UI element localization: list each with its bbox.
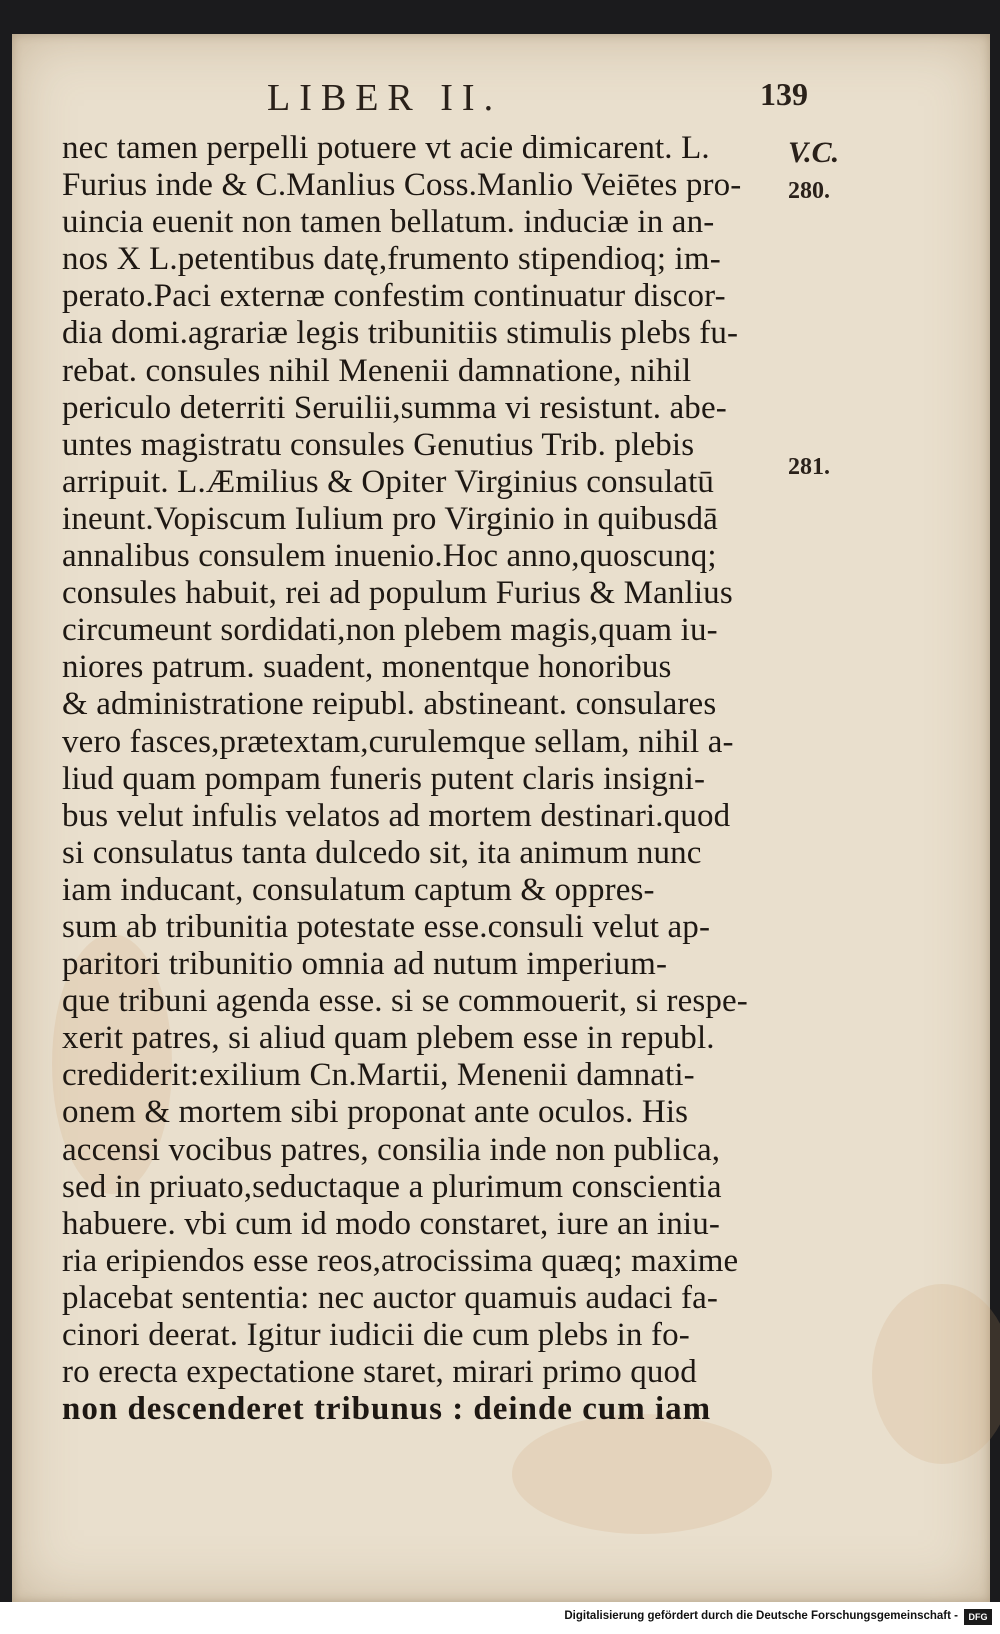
page-header: [12, 70, 990, 130]
book-page: [12, 34, 990, 1602]
text-line: consules habuit, rei ad populum Furius & Manlius: [62, 575, 733, 612]
text-line: uincia euenit non tamen bellatum. induciæ in an-: [62, 204, 715, 241]
text-line: xerit patres, si aliud quam plebem esse in republ.: [62, 1020, 715, 1057]
footer-bar: [0, 1602, 1000, 1634]
page-number: 139: [760, 76, 808, 112]
text-line: rebat. consules nihil Menenii damnatione, nihil: [62, 352, 692, 389]
text-line: ineunt.Vopiscum Iulium pro Virginio in quibusdā: [62, 500, 718, 537]
text-line: periculo deterriti Seruilii,summa vi resistunt. abe-: [62, 389, 727, 426]
text-line: perato.Paci externæ confestim continuatur discor-: [62, 278, 726, 315]
text-line: si consulatus tanta dulcedo sit, ita animum nunc: [62, 834, 702, 871]
text-line: circumeunt sordidati,non plebem magis,quam iu-: [62, 612, 718, 649]
margin-note: V.C.: [788, 136, 840, 169]
text-line: ria eripiendos esse reos,atrocissima quæq; maxime: [62, 1242, 739, 1279]
text-line: que tribuni agenda esse. si se commouerit, si respe-: [62, 983, 748, 1020]
text-line: bus velut infulis velatos ad mortem destinari.quod: [62, 797, 731, 834]
text-line: iam inducant, consulatum captum & oppres-: [62, 871, 655, 908]
text-line: accensi vocibus patres, consilia inde non publica,: [62, 1131, 721, 1168]
text-line: arripuit. L.Æmilius & Opiter Virginius consulatū: [62, 463, 715, 500]
margin-note: 281.: [788, 454, 830, 480]
dfg-logo-icon: DFG: [964, 1609, 992, 1625]
text-line: liud quam pompam funeris putent claris insigni-: [62, 760, 706, 797]
text-line: paritori tribunitio omnia ad nutum imperium-: [62, 946, 668, 983]
running-head: LIBER II.: [267, 77, 503, 119]
text-line: sed in priuato,seductaque a plurimum conscientia: [62, 1168, 722, 1205]
body-text: [62, 130, 802, 1428]
funding-credit: Digitalisierung gefördert durch die Deutsche Forschungsgemeinschaft -: [564, 1610, 958, 1622]
text-line: onem & mortem sibi proponat ante oculos. His: [62, 1094, 689, 1131]
text-line: placebat sententia: nec auctor quamuis audaci fa-: [62, 1279, 719, 1316]
text-line: dia domi.agrariæ legis tribunitiis stimulis plebs fu-: [62, 315, 739, 352]
text-line: non descenderet tribunus : deinde cum iam: [62, 1391, 712, 1428]
text-line: cinori deerat. Igitur iudicii die cum plebs in fo-: [62, 1317, 690, 1353]
text-line: Furius inde & C.Manlius Coss.Manlio Veiētes pro-: [62, 167, 742, 204]
text-line: annalibus consulem inuenio.Hoc anno,quoscunq;: [62, 538, 717, 575]
paper-stain: [872, 1284, 1000, 1464]
text-line: vero fasces,prætextam,curulemque sellam, nihil a-: [62, 723, 734, 760]
text-line: sum ab tribunitia potestate esse.consuli velut ap-: [62, 908, 711, 945]
text-line: crediderit:exilium Cn.Martii, Menenii damnati-: [62, 1057, 695, 1094]
text-line: habuere. vbi cum id modo constaret, iure an iniu-: [62, 1205, 720, 1242]
text-line: & administratione reipubl. abstineant. consulares: [62, 686, 717, 723]
text-line: niores patrum. suadent, monentque honoribus: [62, 649, 672, 686]
paper-stain: [512, 1414, 772, 1534]
text-line: ro erecta expectatione staret, mirari primo quod: [62, 1354, 697, 1391]
text-line: untes magistratu consules Genutius Trib. plebis: [62, 426, 695, 463]
text-line: nos X L.petentibus datę,frumento stipendioq; im-: [62, 241, 721, 278]
text-line: nec tamen perpelli potuere vt acie dimicarent. L.: [62, 130, 710, 166]
margin-note: 280.: [788, 178, 830, 204]
